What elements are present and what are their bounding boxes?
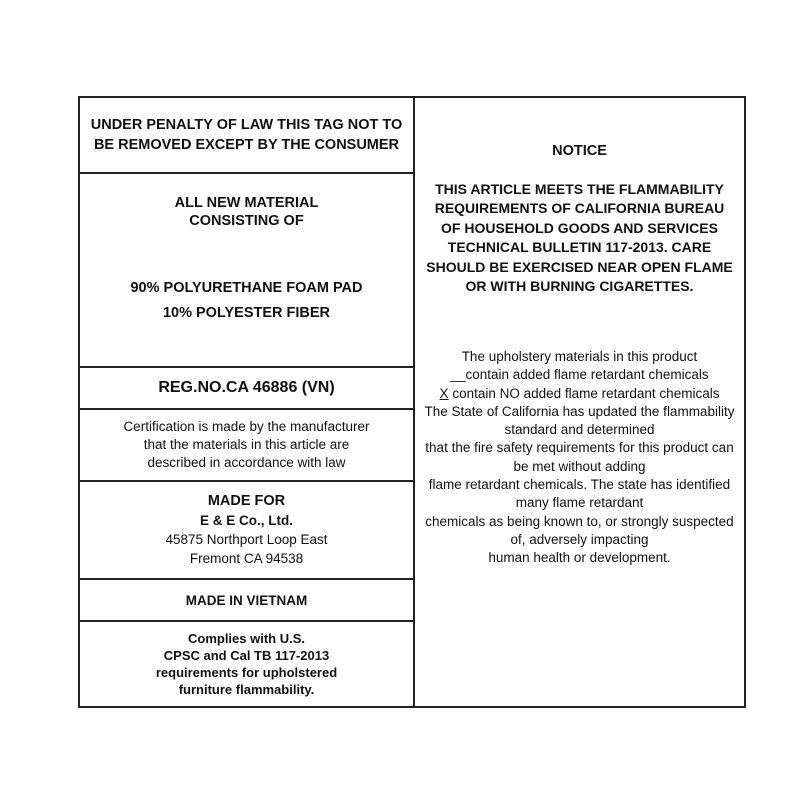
compliance-line: requirements for upholstered — [155, 665, 338, 680]
company-city: Fremont CA 94538 — [189, 551, 304, 566]
notice-line: OR WITH BURNING CIGARETTES. — [465, 278, 694, 295]
upholstery-line: The State of California has updated the flammability — [424, 403, 735, 419]
notice-line: SHOULD BE EXERCISED NEAR OPEN FLAME — [426, 258, 733, 275]
notice-panel — [415, 98, 744, 706]
composition-line: 90% POLYURETHANE FOAM PAD — [130, 280, 363, 296]
certification-line: Certification is made by the manufacturer — [123, 419, 370, 434]
upholstery-line: human health or development. — [488, 550, 671, 566]
option-contains-blank: __ — [450, 367, 466, 383]
made-in-text: MADE IN VIETNAM — [185, 592, 308, 608]
notice-line: OF HOUSEHOLD GOODS AND SERVICES — [441, 219, 718, 236]
option-checked-mark: X — [439, 385, 449, 401]
composition-line: 10% POLYESTER FIBER — [162, 305, 331, 321]
penalty-warning — [80, 98, 413, 174]
certification-line: that the materials in this article are — [143, 437, 350, 452]
registration-number — [80, 368, 413, 410]
law-tag — [78, 96, 746, 708]
upholstery-line: of, adversely impacting — [510, 531, 649, 547]
upholstery-line: chemicals as being known to, or strongly suspected — [425, 513, 734, 529]
notice-line: THIS ARTICLE MEETS THE FLAMMABILITY — [435, 181, 724, 197]
registration-text: REG.NO.CA 46886 (VN) — [158, 379, 335, 396]
made-for-section — [80, 482, 413, 580]
company-name: E & E Co., Ltd. — [200, 513, 293, 528]
penalty-line: BE REMOVED EXCEPT BY THE CONSUMER — [93, 137, 400, 153]
certification-statement — [80, 410, 413, 482]
material-heading-line: ALL NEW MATERIAL — [174, 195, 319, 211]
upholstery-disclosure — [415, 348, 744, 568]
upholstery-line: be met without adding — [513, 458, 646, 474]
notice-line: TECHNICAL BULLETIN 117-2013. CARE — [447, 239, 712, 256]
option-contains — [415, 366, 744, 384]
option-contains-text: contain added flame retardant chemicals — [465, 367, 709, 383]
option-no-text: contain NO added flame retardant chemicals — [448, 385, 720, 401]
compliance-line: Complies with U.S. — [187, 631, 305, 646]
material-heading-line: CONSISTING OF — [189, 213, 304, 229]
material-heading — [175, 194, 319, 230]
compliance-section — [80, 622, 413, 706]
made-in-section — [80, 580, 413, 622]
notice-body — [415, 180, 744, 296]
penalty-line: UNDER PENALTY OF LAW THIS TAG NOT TO — [90, 117, 403, 133]
made-for-label: MADE FOR — [207, 493, 286, 509]
compliance-line: CPSC and Cal TB 117-2013 — [163, 648, 330, 663]
material-section — [80, 174, 413, 368]
upholstery-line: many flame retardant — [515, 495, 644, 511]
upholstery-line: that the fire safety requirements for this product can — [425, 440, 734, 456]
compliance-line: furniture flammability. — [178, 682, 315, 697]
material-composition — [130, 276, 362, 326]
certification-line: described in accordance with law — [147, 455, 346, 470]
notice-title: NOTICE — [552, 143, 607, 159]
notice-line: REQUIREMENTS OF CALIFORNIA BUREAU — [434, 200, 725, 217]
upholstery-line: flame retardant chemicals. The state has identified — [428, 477, 731, 493]
option-no-added — [415, 385, 744, 403]
company-street: 45875 Northport Loop East — [165, 532, 328, 547]
upholstery-line: standard and determined — [504, 422, 655, 438]
upholstery-intro: The upholstery materials in this product — [461, 349, 698, 364]
